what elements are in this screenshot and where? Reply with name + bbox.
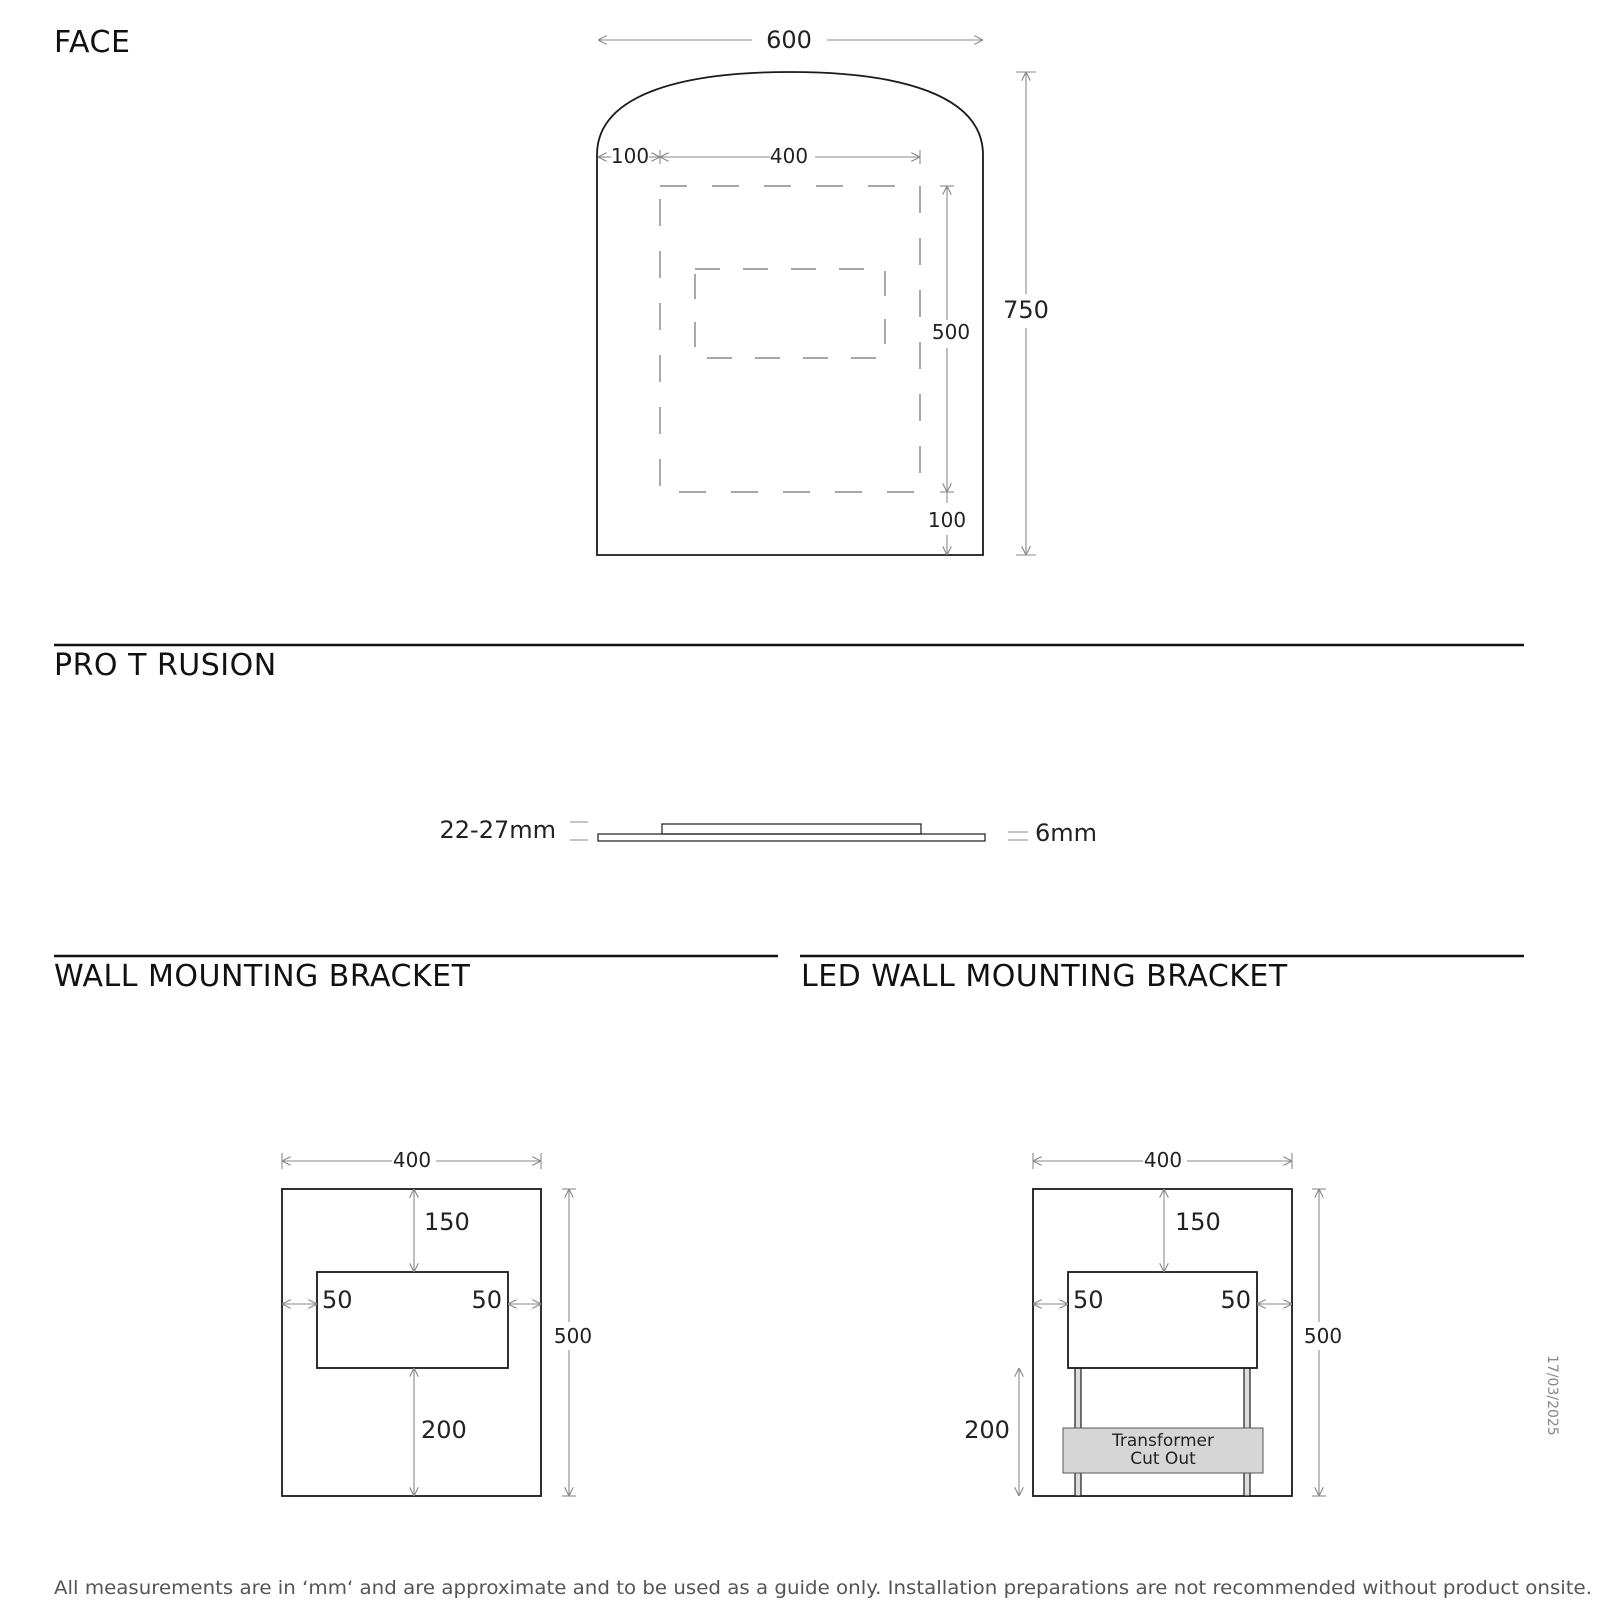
transformer-cutout-label-line2: Cut Out (1130, 1449, 1196, 1469)
face-bottom-offset-label: 100 (927, 508, 967, 532)
led-bracket-height-label: 500 (1303, 1324, 1343, 1348)
wall-bracket-outline (282, 1189, 541, 1496)
protrusion-glass (598, 834, 985, 841)
led-bracket-width-label: 400 (1143, 1148, 1183, 1172)
face-heading: FACE (54, 25, 131, 60)
face-left-offset-label: 100 (610, 144, 650, 168)
face-width-label: 600 (766, 26, 812, 54)
wall-bracket-bottom-label: 200 (421, 1416, 467, 1444)
wall-bracket-height-label: 500 (553, 1324, 593, 1348)
face-height-label: 750 (1003, 296, 1049, 324)
wall-bracket-width-label: 400 (392, 1148, 432, 1172)
face-inner-height-label: 500 (931, 320, 971, 344)
wall-bracket-left-label: 50 (322, 1286, 353, 1314)
led-zone-inner (695, 269, 885, 358)
protrusion-backing (662, 824, 921, 834)
led-bracket-heading: LED WALL MOUNTING BRACKET (801, 959, 1288, 994)
wall-bracket-right-label: 50 (471, 1286, 502, 1314)
led-bracket-right-label: 50 (1220, 1286, 1251, 1314)
drawing-date: 17/03/2025 (1544, 1355, 1560, 1436)
protrusion-heading: PRO T RUSION (54, 648, 277, 683)
led-bracket-bottom-label: 200 (964, 1416, 1010, 1444)
protrusion-glass-label: 6mm (1035, 819, 1098, 847)
led-bracket-top-label: 150 (1175, 1208, 1221, 1236)
footer-disclaimer: All measurements are in ‘mm‘ and are approximate and to be used as a guide only. Installation preparations are not recommended without product onsite. (54, 1577, 1592, 1599)
face-inner-width-label: 400 (769, 144, 809, 168)
transformer-cutout-label-line1: Transformer (1111, 1431, 1215, 1451)
led-bracket-left-label: 50 (1073, 1286, 1104, 1314)
wall-bracket-heading: WALL MOUNTING BRACKET (54, 959, 471, 994)
led-zone-outer (660, 186, 920, 492)
protrusion-total-label: 22-27mm (439, 816, 556, 844)
wall-bracket-top-label: 150 (424, 1208, 470, 1236)
